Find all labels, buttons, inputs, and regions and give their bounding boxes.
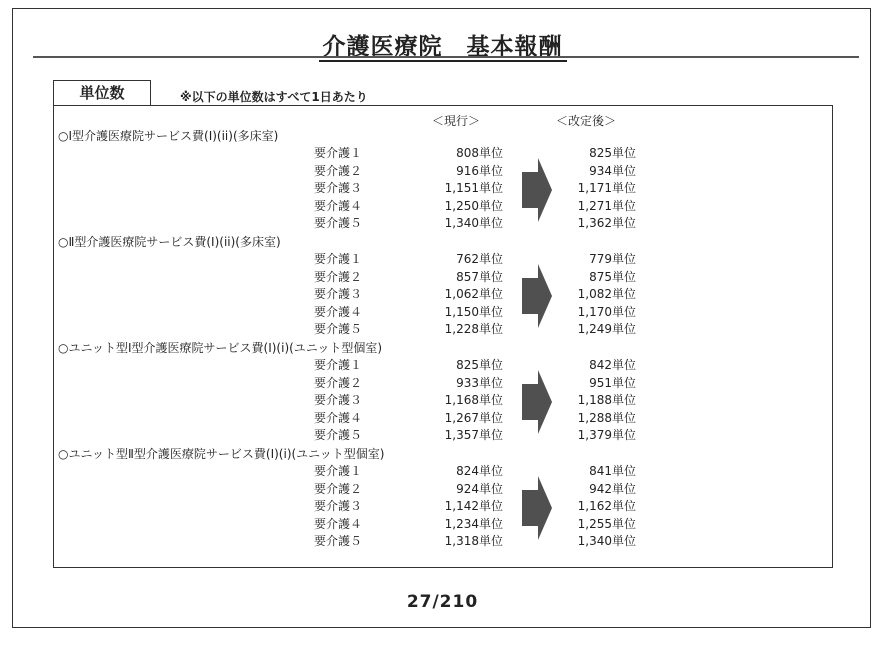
care-level: 要介護３: [314, 499, 363, 514]
arrow-right-icon: [522, 370, 552, 434]
care-level: 要介護５: [314, 534, 363, 549]
care-level: 要介護２: [314, 163, 363, 178]
title-underline: [33, 56, 859, 58]
table-row: [0, 409, 885, 427]
current-units: 916単位: [456, 163, 503, 178]
revised-units: 779単位: [589, 252, 636, 266]
revised-units: 934単位: [589, 163, 636, 178]
care-level: 要介護２: [314, 269, 363, 284]
header-current: ＜現行＞: [432, 114, 481, 128]
table-row: [0, 197, 885, 215]
revised-units: 951単位: [589, 375, 636, 390]
section-title: ○ユニット型Ⅰ型介護医療院サービス費(Ⅰ)(i)(ユニット型個室): [58, 341, 383, 355]
revised-units: 842単位: [589, 358, 636, 372]
current-units: 1,062単位: [444, 287, 503, 302]
table-row: [0, 374, 885, 392]
table-row: [0, 391, 885, 409]
table-row: [0, 285, 885, 303]
current-units: 857単位: [456, 269, 503, 284]
current-units: 1,168単位: [444, 393, 503, 408]
revised-units: 1,271単位: [577, 198, 636, 213]
current-units: 825単位: [456, 358, 503, 372]
revised-units: 1,255単位: [577, 516, 636, 531]
revised-units: 942単位: [589, 481, 636, 496]
page-title: 介護医療院 基本報酬: [0, 28, 885, 61]
current-units: 1,234単位: [444, 516, 503, 531]
table-row: [0, 532, 885, 550]
current-units: 1,340単位: [444, 216, 503, 231]
unit-note: ※以下の単位数はすべて1日あたり: [180, 90, 368, 104]
revised-units: 1,340単位: [577, 534, 636, 549]
care-level: 要介護２: [314, 375, 363, 390]
current-units: 1,142単位: [444, 499, 503, 514]
table-row: [0, 268, 885, 286]
revised-units: 1,188単位: [577, 393, 636, 408]
table-row: [0, 214, 885, 232]
current-units: 1,150単位: [444, 304, 503, 319]
care-level: 要介護５: [314, 216, 363, 231]
revised-units: 1,249単位: [577, 322, 636, 337]
table-row: [0, 515, 885, 533]
care-level: 要介護５: [314, 428, 363, 443]
header-revised: ＜改定後＞: [556, 114, 617, 128]
care-level: 要介護１: [314, 464, 363, 478]
revised-units: 875単位: [589, 269, 636, 284]
revised-units: 841単位: [589, 464, 636, 478]
current-units: 1,228単位: [444, 322, 503, 337]
care-level: 要介護３: [314, 181, 363, 196]
table-row: [0, 303, 885, 321]
care-level: 要介護１: [314, 252, 363, 266]
care-level: 要介護３: [314, 287, 363, 302]
table-row: [0, 144, 885, 162]
table-row: [0, 179, 885, 197]
unit-label: 単位数: [53, 80, 151, 106]
current-units: 1,151単位: [444, 181, 503, 196]
table-row: [0, 480, 885, 498]
current-units: 1,267単位: [444, 410, 503, 425]
care-level: 要介護２: [314, 481, 363, 496]
care-level: 要介護１: [314, 358, 363, 372]
revised-units: 1,171単位: [577, 181, 636, 196]
arrow-right-icon: [522, 158, 552, 222]
current-units: 924単位: [456, 481, 503, 496]
page-number: 27/210: [406, 592, 479, 612]
table-row: [0, 250, 885, 268]
table-row: [0, 162, 885, 180]
care-level: 要介護４: [314, 304, 363, 319]
care-level: 要介護５: [314, 322, 363, 337]
table-row: [0, 356, 885, 374]
current-units: 1,250単位: [444, 198, 503, 213]
care-level: 要介護４: [314, 198, 363, 213]
care-level: 要介護４: [314, 410, 363, 425]
arrow-right-icon: [522, 476, 552, 540]
section-title: ○Ⅱ型介護医療院サービス費(Ⅰ)(ii)(多床室): [58, 235, 281, 249]
revised-units: 1,362単位: [577, 216, 636, 231]
revised-units: 1,162単位: [577, 499, 636, 514]
table-row: [0, 320, 885, 338]
current-units: 933単位: [456, 375, 503, 390]
section-title: ○ユニット型Ⅱ型介護医療院サービス費(Ⅰ)(i)(ユニット型個室): [58, 447, 385, 461]
revised-units: 1,379単位: [577, 428, 636, 443]
current-units: 1,318単位: [444, 534, 503, 549]
table-row: [0, 497, 885, 515]
section-title: ○Ⅰ型介護医療院サービス費(Ⅰ)(ii)(多床室): [58, 129, 279, 143]
table-row: [0, 462, 885, 480]
table-row: [0, 426, 885, 444]
current-units: 1,357単位: [444, 428, 503, 443]
current-units: 808単位: [456, 146, 503, 160]
revised-units: 825単位: [589, 146, 636, 160]
care-level: 要介護１: [314, 146, 363, 160]
current-units: 762単位: [456, 252, 503, 266]
current-units: 824単位: [456, 464, 503, 478]
care-level: 要介護３: [314, 393, 363, 408]
care-level: 要介護４: [314, 516, 363, 531]
revised-units: 1,170単位: [577, 304, 636, 319]
revised-units: 1,288単位: [577, 410, 636, 425]
revised-units: 1,082単位: [577, 287, 636, 302]
arrow-right-icon: [522, 264, 552, 328]
